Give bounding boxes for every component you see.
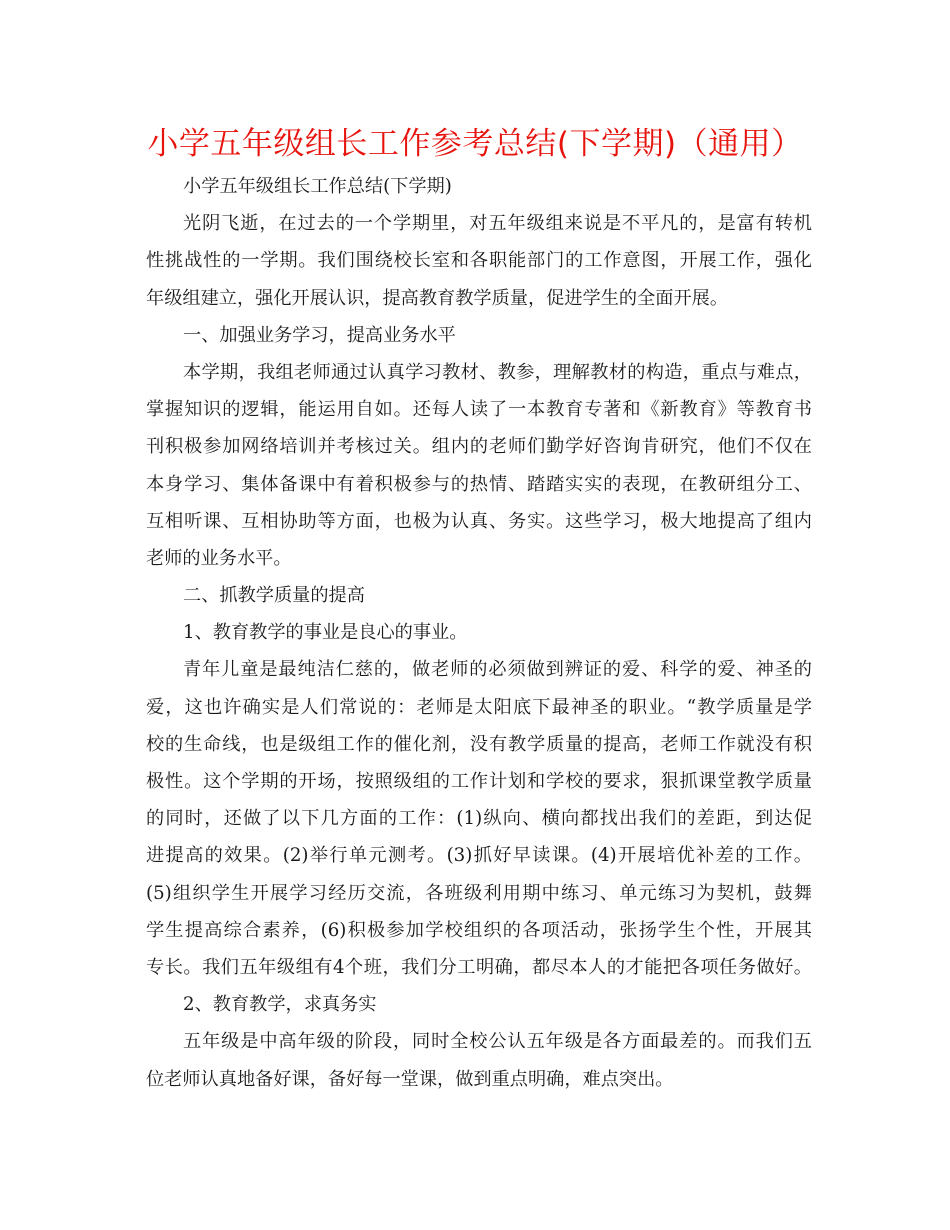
text-line: 学生提高综合素养，(6)积极参加学校组织的各项活动，张扬学生个性，开展其 (146, 919, 812, 941)
text-line: 刊积极参加网络培训并考核过关。组内的老师们勤学好咨询肯研究，他们不仅在 (146, 436, 812, 458)
text-line: 进提高的效果。(2)举行单元测考。(3)抓好早读课。(4)开展培优补差的工作。 (146, 845, 812, 867)
text-line: 年级组建立，强化开展认识，提高教育教学质量，促进学生的全面开展。 (146, 287, 729, 309)
document-title: 小学五年级组长工作参考总结(下学期)（通用） (147, 126, 803, 162)
text-line: 青年儿童是最纯洁仁慈的，做老师的必须做到辨证的爱、科学的爱、神圣的 (183, 659, 812, 681)
text-line: 专长。我们五年级组有4个班，我们分工明确，都尽本人的才能把各项任务做好。 (146, 956, 812, 978)
text-line: 掌握知识的逻辑，能运用自如。还每人读了一本教育专著和《新教育》等教育书 (146, 399, 812, 421)
text-line: 极性。这个学期的开场，按照级组的工作计划和学校的要求，狠抓课堂教学质量 (146, 771, 812, 792)
text-line: 光阴飞逝，在过去的一个学期里，对五年级组来说是不平凡的，是富有转机 (183, 213, 812, 235)
text-line: 本身学习、集体备课中有着积极参与的热情、踏踏实实的表现，在教研组分工、 (146, 473, 812, 495)
text-line: 一、加强业务学习，提高业务水平 (183, 324, 456, 346)
text-line: 1、教育教学的事业是良心的事业。 (183, 622, 468, 644)
text-line: 老师的业务水平。 (146, 547, 292, 569)
text-line: 2、教育教学，求真务实 (183, 994, 377, 1016)
text-line: 互相听课、互相协助等方面，也极为认真、务实。这些学习，极大地提高了组内 (146, 510, 812, 532)
text-line: 的同时，还做了以下几方面的工作：(1)纵向、横向都找出我们的差距，到达促 (146, 808, 812, 830)
text-line: 位老师认真地备好课，备好每一堂课，做到重点明确，难点突出。 (146, 1068, 674, 1090)
text-line: 爱，这也许确实是人们常说的：老师是太阳底下最神圣的职业。“教学质量是学 (146, 696, 812, 718)
text-line: (5)组织学生开展学习经历交流，各班级利用期中练习、单元练习为契机，鼓舞 (146, 882, 812, 904)
text-line: 五年级是中高年级的阶段，同时全校公认五年级是各方面最差的。而我们五 (183, 1031, 812, 1053)
document-body (146, 168, 812, 1098)
text-line: 性挑战性的一学期。我们围绕校长室和各职能部门的工作意图，开展工作，强化 (146, 250, 812, 272)
text-line: 二、抓教学质量的提高 (183, 585, 365, 607)
text-line: 小学五年级组长工作总结(下学期) (183, 176, 452, 197)
text-line: 本学期，我组老师通过认真学习教材、教参，理解教材的构造，重点与难点， (183, 361, 812, 383)
text-line: 校的生命线，也是级组工作的催化剂，没有教学质量的提高，老师工作就没有积 (146, 733, 812, 755)
